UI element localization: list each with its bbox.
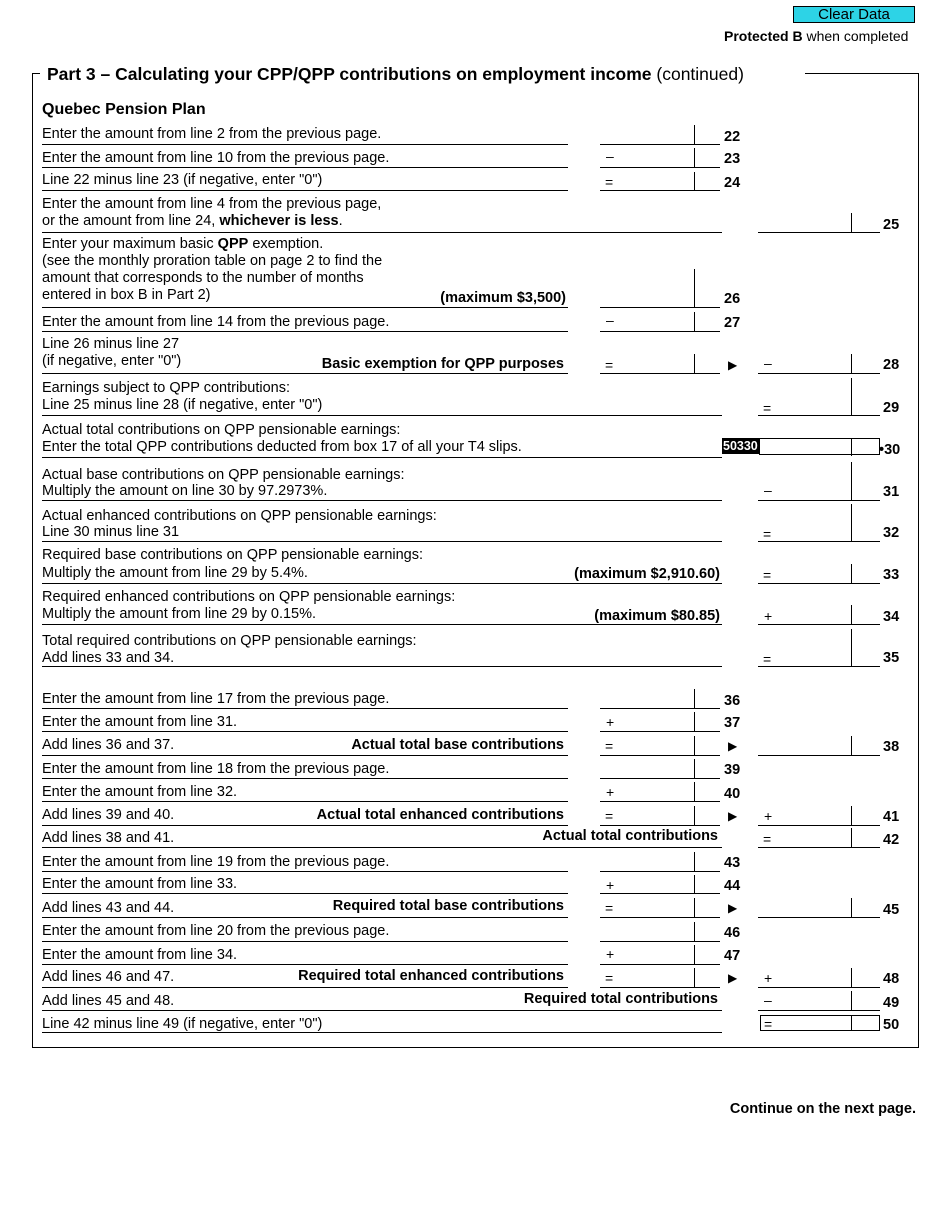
line-31-field-divider bbox=[851, 462, 852, 501]
line-43-text: Enter the amount from line 19 from the previous page. bbox=[42, 854, 390, 870]
frame-top-right-edge bbox=[805, 73, 918, 74]
line-36-field-divider bbox=[694, 689, 695, 709]
line-28-label: Basic exemption for QPP purposes bbox=[321, 356, 564, 372]
line-28-operator: = bbox=[605, 357, 614, 373]
line-28-text-1: Line 26 minus line 27 bbox=[42, 336, 180, 352]
line-49-number: 49 bbox=[883, 995, 900, 1011]
line-32-rule bbox=[42, 541, 722, 542]
line-25-field[interactable] bbox=[758, 232, 880, 233]
line-46-field[interactable] bbox=[600, 941, 720, 942]
line-42-field-divider bbox=[851, 828, 852, 848]
line-28-operator-2: – bbox=[764, 355, 772, 371]
line-35-text-1: Total required contributions on QPP pensionable earnings: bbox=[42, 633, 417, 649]
line-32-field[interactable] bbox=[758, 541, 880, 542]
line-24-number: 24 bbox=[724, 175, 741, 191]
line-48-field-2[interactable] bbox=[758, 987, 880, 988]
line-49-field-divider bbox=[851, 991, 852, 1011]
line-28-rule bbox=[42, 373, 568, 374]
line-26-text-2: (see the monthly proration table on page 2 to find the bbox=[42, 253, 383, 269]
line-31-number: 31 bbox=[883, 484, 900, 500]
line-44-operator: + bbox=[606, 877, 615, 893]
line-49-field[interactable] bbox=[758, 1010, 880, 1011]
line-38-field-2[interactable] bbox=[758, 755, 880, 756]
line-33-number: 33 bbox=[883, 567, 900, 583]
line-24-rule bbox=[42, 190, 568, 191]
line-30-input[interactable] bbox=[759, 438, 880, 455]
line-36-rule bbox=[42, 708, 568, 709]
line-23-number: 23 bbox=[724, 151, 741, 167]
line-42-number: 42 bbox=[883, 832, 900, 848]
line-38-field-divider bbox=[694, 736, 695, 756]
line-48-field[interactable] bbox=[600, 987, 720, 988]
line-27-field-divider bbox=[694, 312, 695, 332]
line-38-text: Add lines 36 and 37. bbox=[42, 737, 175, 753]
line-33-text-1: Required base contributions on QPP pensionable earnings: bbox=[42, 547, 424, 563]
line-48-label: Required total enhanced contributions bbox=[298, 968, 564, 984]
line-45-field-2-divider bbox=[851, 898, 852, 918]
line-39-text: Enter the amount from line 18 from the previous page. bbox=[42, 761, 390, 777]
line-23-rule bbox=[42, 167, 568, 168]
line-45-operator: = bbox=[605, 900, 614, 916]
line-47-rule bbox=[42, 964, 568, 965]
line-26-text-1a: Enter your maximum basic bbox=[42, 236, 218, 252]
line-23-field[interactable] bbox=[600, 167, 720, 168]
line-25-text-2c: . bbox=[338, 213, 343, 229]
line-38-number: 38 bbox=[883, 739, 900, 755]
line-24-text: Line 22 minus line 23 (if negative, enter "0") bbox=[42, 172, 323, 188]
line-36-number: 36 bbox=[724, 693, 741, 709]
line-30-value[interactable]: 50330 bbox=[722, 438, 760, 454]
line-31-rule bbox=[42, 500, 722, 501]
line-48-operator: = bbox=[605, 970, 614, 986]
line-27-field[interactable] bbox=[600, 331, 720, 332]
line-33-text-2: Multiply the amount from line 29 by 5.4%. bbox=[42, 565, 308, 581]
section-heading: Quebec Pension Plan bbox=[42, 101, 206, 118]
line-32-operator: = bbox=[763, 526, 772, 542]
line-40-operator: + bbox=[606, 784, 615, 800]
line-46-number: 46 bbox=[724, 925, 741, 941]
line-31-text-1: Actual base contributions on QPP pensionable earnings: bbox=[42, 467, 405, 483]
line-28-number: 28 bbox=[883, 357, 900, 373]
line-44-number: 44 bbox=[724, 878, 741, 894]
line-26-text-1b: QPP bbox=[217, 236, 249, 252]
line-35-field[interactable] bbox=[758, 666, 880, 667]
line-41-rule bbox=[42, 825, 568, 826]
line-26-rule bbox=[42, 307, 568, 308]
line-50-field-divider bbox=[851, 1015, 852, 1031]
line-40-field-divider bbox=[694, 782, 695, 802]
line-50-text: Line 42 minus line 49 (if negative, enter "0") bbox=[42, 1016, 323, 1032]
line-37-rule bbox=[42, 731, 568, 732]
line-39-field[interactable] bbox=[600, 778, 720, 779]
line-46-text: Enter the amount from line 20 from the previous page. bbox=[42, 923, 390, 939]
line-37-field[interactable] bbox=[600, 731, 720, 732]
line-45-field[interactable] bbox=[600, 917, 720, 918]
line-30-number: •30 bbox=[879, 442, 901, 458]
line-41-operator: = bbox=[605, 808, 614, 824]
part-3-title bbox=[47, 64, 744, 84]
line-22-field[interactable] bbox=[600, 144, 720, 145]
line-44-field[interactable] bbox=[600, 893, 720, 894]
continue-notice: Continue on the next page. bbox=[729, 1101, 916, 1117]
line-41-field-divider bbox=[694, 806, 695, 826]
line-49-text: Add lines 45 and 48. bbox=[42, 993, 175, 1009]
line-33-maximum: (maximum $2,910.60) bbox=[574, 566, 720, 582]
line-27-number: 27 bbox=[724, 315, 741, 331]
line-34-field-divider bbox=[851, 605, 852, 625]
line-24-operator: = bbox=[605, 174, 614, 190]
line-30-field-divider bbox=[851, 438, 852, 456]
protected-b-label: Protected B bbox=[724, 28, 803, 44]
line-37-text: Enter the amount from line 31. bbox=[42, 714, 238, 730]
line-32-number: 32 bbox=[883, 525, 900, 541]
line-50-input[interactable] bbox=[760, 1015, 880, 1031]
line-32-text-2: Line 30 minus line 31 bbox=[42, 524, 180, 540]
line-40-text: Enter the amount from line 32. bbox=[42, 784, 238, 800]
line-33-operator: = bbox=[763, 567, 772, 583]
line-50-operator: = bbox=[764, 1016, 773, 1032]
line-37-field-divider bbox=[694, 712, 695, 732]
line-31-field[interactable] bbox=[758, 500, 880, 501]
line-26-text-1 bbox=[42, 236, 323, 252]
line-23-text: Enter the amount from line 10 from the previous page. bbox=[42, 150, 390, 166]
line-39-number: 39 bbox=[724, 762, 741, 778]
line-39-rule bbox=[42, 778, 568, 779]
line-35-rule bbox=[42, 666, 722, 667]
line-47-field[interactable] bbox=[600, 964, 720, 965]
line-28-field-2[interactable] bbox=[758, 373, 880, 374]
line-31-operator: – bbox=[764, 482, 772, 498]
line-39-field-divider bbox=[694, 759, 695, 779]
line-50-number: 50 bbox=[883, 1017, 900, 1033]
line-26-number: 26 bbox=[724, 291, 741, 307]
line-25-number: 25 bbox=[883, 217, 900, 233]
line-45-field-2[interactable] bbox=[758, 917, 880, 918]
line-30-rule bbox=[42, 457, 722, 458]
line-38-label: Actual total base contributions bbox=[351, 737, 564, 753]
line-23-field-divider bbox=[694, 148, 695, 168]
line-35-number: 35 bbox=[883, 650, 900, 666]
line-33-field-divider bbox=[851, 564, 852, 584]
line-28-arrow-icon: ▶ bbox=[728, 358, 738, 372]
line-26-text-4: entered in box B in Part 2) bbox=[42, 287, 211, 303]
protected-b-notice bbox=[724, 28, 908, 44]
line-49-label: Required total contributions bbox=[523, 991, 718, 1007]
line-48-arrow-icon: ▶ bbox=[728, 971, 738, 985]
line-35-operator: = bbox=[763, 651, 772, 667]
line-33-rule bbox=[42, 583, 722, 584]
line-48-text: Add lines 46 and 47. bbox=[42, 969, 175, 985]
line-38-field-2-divider bbox=[851, 736, 852, 756]
line-26-field-divider bbox=[694, 269, 695, 308]
line-22-text: Enter the amount from line 2 from the previous page. bbox=[42, 126, 382, 142]
line-27-rule bbox=[42, 331, 568, 332]
part-3-title-continued: (continued) bbox=[651, 64, 744, 84]
line-27-text: Enter the amount from line 14 from the previous page. bbox=[42, 314, 390, 330]
line-32-text-1: Actual enhanced contributions on QPP pensionable earnings: bbox=[42, 508, 437, 524]
line-36-field[interactable] bbox=[600, 708, 720, 709]
line-41-operator-2: + bbox=[764, 808, 773, 824]
line-38-arrow-icon: ▶ bbox=[728, 739, 738, 753]
line-43-number: 43 bbox=[724, 855, 741, 871]
line-36-text: Enter the amount from line 17 from the previous page. bbox=[42, 691, 390, 707]
line-29-number: 29 bbox=[883, 400, 900, 416]
line-29-operator: = bbox=[763, 400, 772, 416]
line-48-rule bbox=[42, 987, 568, 988]
line-22-rule bbox=[42, 144, 568, 145]
line-25-rule bbox=[42, 232, 722, 233]
clear-data-button[interactable]: Clear Data bbox=[793, 6, 915, 23]
line-48-field-2-divider bbox=[851, 968, 852, 988]
line-41-text: Add lines 39 and 40. bbox=[42, 807, 175, 823]
line-40-rule bbox=[42, 801, 568, 802]
line-42-label: Actual total contributions bbox=[542, 828, 718, 844]
line-25-text-1: Enter the amount from line 4 from the previous page, bbox=[42, 196, 382, 212]
line-26-field[interactable] bbox=[600, 307, 720, 308]
line-48-number: 48 bbox=[883, 971, 900, 987]
line-49-operator: – bbox=[764, 992, 772, 1008]
line-42-text: Add lines 38 and 41. bbox=[42, 830, 175, 846]
line-27-operator: – bbox=[606, 312, 614, 328]
line-23-operator: – bbox=[606, 148, 614, 164]
line-41-arrow-icon: ▶ bbox=[728, 809, 738, 823]
line-47-text: Enter the amount from line 34. bbox=[42, 947, 238, 963]
line-48-operator-2: + bbox=[764, 970, 773, 986]
line-34-rule bbox=[42, 624, 722, 625]
line-47-field-divider bbox=[694, 945, 695, 965]
line-50-rule bbox=[42, 1032, 722, 1033]
line-45-label: Required total base contributions bbox=[332, 898, 564, 914]
line-28-text-2: (if negative, enter "0") bbox=[42, 353, 182, 369]
line-35-field-divider bbox=[851, 629, 852, 667]
line-34-text-1: Required enhanced contributions on QPP pensionable earnings: bbox=[42, 589, 456, 605]
line-29-field[interactable] bbox=[758, 415, 880, 416]
line-25-text-2a: or the amount from line 24, bbox=[42, 213, 220, 229]
part-3-title-bold: Part 3 – Calculating your CPP/QPP contributions on employment income bbox=[47, 64, 652, 84]
line-34-maximum: (maximum $80.85) bbox=[594, 608, 720, 624]
line-45-text: Add lines 43 and 44. bbox=[42, 900, 175, 916]
line-24-field-divider bbox=[694, 172, 695, 191]
line-25-text-2b: whichever is less bbox=[219, 213, 339, 229]
line-42-field[interactable] bbox=[758, 847, 880, 848]
line-26-text-3: amount that corresponds to the number of months bbox=[42, 270, 364, 286]
line-31-text-2: Multiply the amount on line 30 by 97.2973%. bbox=[42, 483, 328, 499]
line-45-arrow-icon: ▶ bbox=[728, 901, 738, 915]
line-46-field-divider bbox=[694, 922, 695, 942]
line-41-field[interactable] bbox=[600, 825, 720, 826]
line-43-field[interactable] bbox=[600, 871, 720, 872]
line-34-text-2: Multiply the amount from line 29 by 0.15%. bbox=[42, 606, 317, 622]
line-43-rule bbox=[42, 871, 568, 872]
line-37-number: 37 bbox=[724, 715, 741, 731]
line-41-field-2-divider bbox=[851, 806, 852, 826]
line-44-field-divider bbox=[694, 875, 695, 894]
line-46-rule bbox=[42, 941, 568, 942]
line-22-field-divider bbox=[694, 125, 695, 145]
line-41-field-2[interactable] bbox=[758, 825, 880, 826]
line-30-text-1: Actual total contributions on QPP pensionable earnings: bbox=[42, 422, 401, 438]
line-26-maximum: (maximum $3,500) bbox=[440, 290, 566, 306]
line-29-rule bbox=[42, 415, 722, 416]
line-34-number: 34 bbox=[883, 609, 900, 625]
line-29-text-1: Earnings subject to QPP contributions: bbox=[42, 380, 290, 396]
line-30-text-2: Enter the total QPP contributions deducted from box 17 of all your T4 slips. bbox=[42, 439, 522, 455]
line-26-text-1c: exemption. bbox=[248, 236, 324, 252]
line-45-rule bbox=[42, 917, 568, 918]
line-41-number: 41 bbox=[883, 809, 900, 825]
line-47-number: 47 bbox=[724, 948, 741, 964]
protected-b-suffix: when completed bbox=[802, 28, 909, 44]
line-49-rule bbox=[42, 1010, 722, 1011]
line-32-field-divider bbox=[851, 504, 852, 542]
line-34-field[interactable] bbox=[758, 624, 880, 625]
line-35-text-2: Add lines 33 and 34. bbox=[42, 650, 175, 666]
line-38-field[interactable] bbox=[600, 755, 720, 756]
line-37-operator: + bbox=[606, 714, 615, 730]
line-41-label: Actual total enhanced contributions bbox=[316, 807, 564, 823]
line-45-field-divider bbox=[694, 898, 695, 918]
line-38-rule bbox=[42, 755, 568, 756]
line-38-operator: = bbox=[605, 738, 614, 754]
line-42-operator: = bbox=[763, 831, 772, 847]
line-34-operator: + bbox=[764, 608, 773, 624]
line-44-rule bbox=[42, 893, 568, 894]
line-40-number: 40 bbox=[724, 786, 741, 802]
line-47-operator: + bbox=[606, 946, 615, 962]
line-29-text-2: Line 25 minus line 28 (if negative, enter "0") bbox=[42, 397, 323, 413]
line-28-field-2-divider bbox=[851, 354, 852, 374]
line-29-field-divider bbox=[851, 378, 852, 416]
line-42-rule bbox=[42, 847, 722, 848]
line-33-field[interactable] bbox=[758, 583, 880, 584]
frame-top-left-edge bbox=[32, 73, 40, 74]
line-43-field-divider bbox=[694, 852, 695, 872]
line-40-field[interactable] bbox=[600, 801, 720, 802]
line-25-text-2 bbox=[42, 213, 343, 229]
line-48-field-divider bbox=[694, 968, 695, 988]
line-25-field-divider bbox=[851, 213, 852, 233]
line-44-text: Enter the amount from line 33. bbox=[42, 876, 238, 892]
line-28-field-divider bbox=[694, 354, 695, 374]
line-45-number: 45 bbox=[883, 902, 900, 918]
line-28-field[interactable] bbox=[600, 373, 720, 374]
line-24-field[interactable] bbox=[600, 190, 720, 191]
line-22-number: 22 bbox=[724, 129, 741, 145]
